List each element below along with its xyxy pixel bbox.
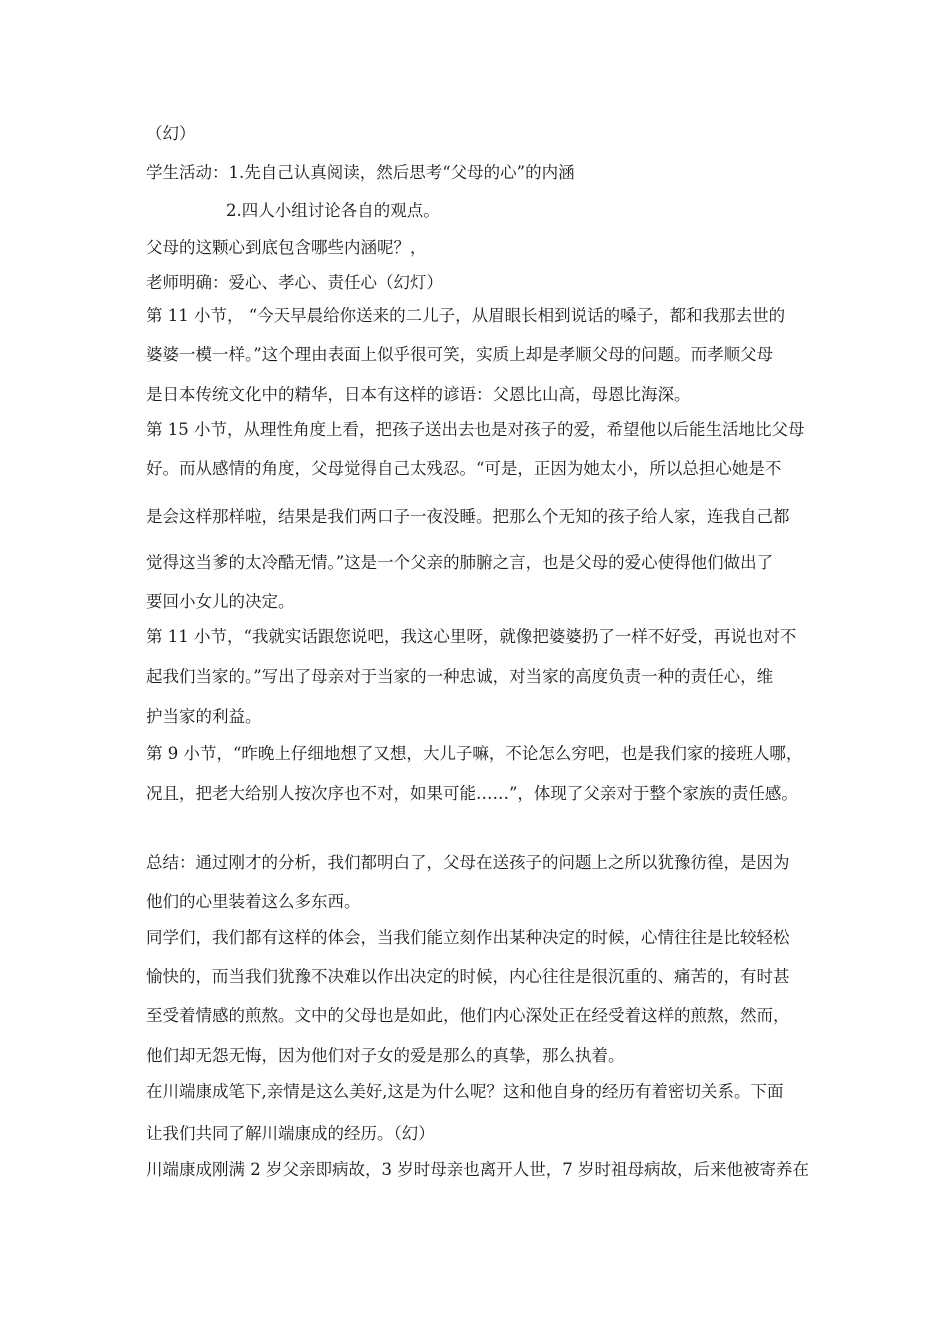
text-line: 第 15 小节，从理性角度上看，把孩子送出去也是对孩子的爱，希望他以后能生活地比父母: [146, 420, 805, 439]
text-line: 是日本传统文化中的精华，日本有这样的谚语：父恩比山高，母恩比海深。: [146, 385, 691, 404]
text-line: 愉快的，而当我们犹豫不决难以作出决定的时候，内心往往是很沉重的、痛苦的，有时甚: [146, 967, 790, 986]
text-line: 父母的这颗心到底包含哪些内涵呢？，: [146, 238, 427, 257]
text-line: 同学们，我们都有这样的体会，当我们能立刻作出某种决定的时候，心情往往是比较轻松: [146, 928, 790, 947]
text-line: 老师明确：爱心、孝心、责任心（幻灯）: [146, 273, 443, 292]
text-line: 总结：通过刚才的分析，我们都明白了，父母在送孩子的问题上之所以犹豫彷徨，是因为: [146, 853, 790, 872]
text-line: 他们的心里装着这么多东西。: [146, 892, 361, 911]
text-line: 2.四人小组讨论各自的观点。: [226, 201, 440, 220]
text-line: 要回小女儿的决定。: [146, 592, 295, 611]
text-line: 是会这样那样啦，结果是我们两口子一夜没睡。把那么个无知的孩子给人家，连我自己都: [146, 507, 790, 526]
text-line: 婆婆一模一样。”这个理由表面上似乎很可笑，实质上却是孝顺父母的问题。而孝顺父母: [146, 345, 774, 364]
text-line: 至受着情感的煎熬。文中的父母也是如此，他们内心深处正在经受着这样的煎熬，然而，: [146, 1006, 790, 1025]
text-line: （幻）: [146, 124, 196, 143]
text-line: 在川端康成笔下,亲情是这么美好,这是为什么呢？这和他自身的经历有着密切关系。下面: [146, 1082, 784, 1101]
text-line: 况且，把老大给别人按次序也不对，如果可能……”，体现了父亲对于整个家族的责任感。: [146, 784, 798, 803]
text-line: 让我们共同了解川端康成的经历。（幻）: [146, 1124, 435, 1143]
text-line: 起我们当家的。”写出了母亲对于当家的一种忠诚，对当家的高度负责一种的责任心，维: [146, 667, 774, 686]
text-line: 觉得这当爹的太冷酷无情。”这是一个父亲的肺腑之言，也是父母的爱心使得他们做出了: [146, 553, 774, 572]
text-line: 学生活动：1.先自己认真阅读，然后思考“父母的心”的内涵: [146, 163, 575, 182]
text-line: 川端康成刚满 2 岁父亲即病故，3 岁时母亲也离开人世，7 岁时祖母病故，后来他被寄养在: [146, 1160, 809, 1179]
text-line: 第 11 小节， “今天早晨给你送来的二儿子，从眉眼长相到说话的嗓子，都和我那去世的: [146, 306, 786, 325]
text-line: 第 9 小节，“昨晚上仔细地想了又想，大儿子嘛，不论怎么穷吧，也是我们家的接班人哪，: [146, 744, 803, 763]
text-line: 第 11 小节，“我就实话跟您说吧，我这心里呀，就像把婆婆扔了一样不好受，再说也对不: [146, 627, 797, 646]
text-line: 护当家的利益。: [146, 707, 262, 726]
text-line: 他们却无怨无悔，因为他们对子女的爱是那么的真挚，那么执着。: [146, 1046, 625, 1065]
text-line: 好。而从感情的角度，父母觉得自己太残忍。“可是，正因为她太小，所以总担心她是不: [146, 459, 782, 478]
